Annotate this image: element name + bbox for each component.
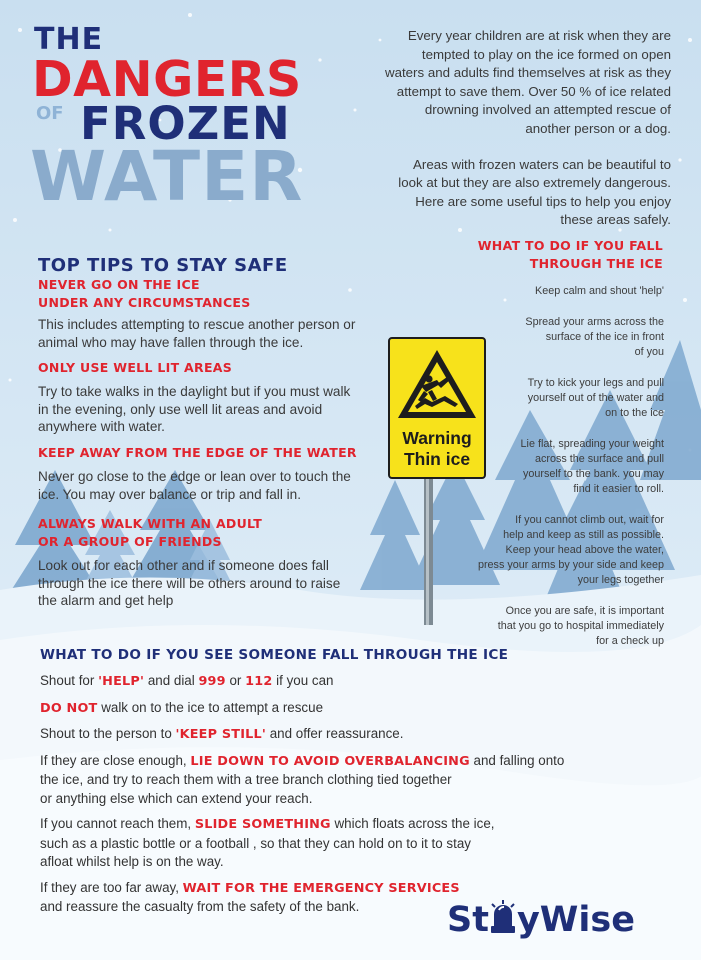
tip-2: ONLY USE WELL LIT AREAS Try to take walks in the daylight but if you must walk in the evening, only use well lit areas and avoid anywhere with water. [38,360,351,434]
title-water: WATER [30,137,304,217]
see-step-4: If they are close enough, LIE DOWN TO AVOID OVERBALANCING and falling onto the ice, and try to reach them with a tree branch clothing tied together or anything else which can extend your reach. [40,752,565,806]
intro-text [351,27,671,230]
top-tips-heading: TOP TIPS TO STAY SAFE [38,255,288,276]
intro-paragraph-2: Areas with frozen waters can be beautiful to look at but they are also extremely dangerous. Here are some useful tips to help you enjoy these areas safely. [398,156,671,228]
fall-step-4: Lie flat, spreading your weight across the surface and pull yourself to the bank. you may find it easier to roll. [520,438,664,495]
tip-3: KEEP AWAY FROM THE EDGE OF THE WATER Never go close to the edge or lean over to touch the ice. You may over balance or trip and fall in. [38,445,357,502]
see-someone-steps [40,672,600,917]
see-step-6: If they are too far away, WAIT FOR THE EMERGENCY SERVICES and reassure the casualty from the safety of the bank. [40,879,460,914]
title-dangers: DANGERS [32,51,302,108]
title-the: THE [34,22,104,57]
title-frozen: FROZEN [80,97,291,150]
tip-4: ALWAYS WALK WITH AN ADULT OR A GROUP OF FRIENDS Look out for each other and if someone does fall through the ice there will be others around to raise the alarm and get help [38,516,341,608]
fall-step-6: Once you are safe, it is important that you go to hospital immediately for a check up [497,605,664,647]
fall-step-5: If you cannot climb out, wait for help and keep as still as possible. Keep your head above the water, press your arms by your side and keep your legs together [477,514,664,586]
see-step-1: Shout for 'HELP' and dial 999 or 112 if you can [40,673,334,689]
see-someone-heading: WHAT TO DO IF YOU SEE SOMEONE FALL THROUGH THE ICE [40,647,509,663]
staywise-logo: St yWise [447,900,635,940]
fall-through-steps [434,284,664,649]
warning-sign-text: Warning Thin ice [402,428,472,469]
fall-step-2: Spread your arms across the surface of the ice in front of you [525,316,664,358]
tip-1: NEVER GO ON THE ICE UNDER ANY CIRCUMSTANCES This includes attempting to rescue another person or animal who may have fallen through the ice. [38,277,356,350]
see-step-3: Shout to the person to 'KEEP STILL' and offer reassurance. [40,726,404,742]
see-step-5: If you cannot reach them, SLIDE SOMETHING which floats across the ice, such as a plastic bottle or a football , so that they can hold on to it to stay afloat whilst help is on the way. [40,816,495,869]
siren-icon [489,898,517,932]
fall-through-heading: WHAT TO DO IF YOU FALL THROUGH THE ICE [477,238,663,271]
title-of: OF [36,103,64,124]
intro-paragraph-1: Every year children are at risk when they are tempted to play on the ice formed on open waters and adults find themselves at risk as they attempt to save them. Over 50 % of ice related drowning involved an attempted rescue of another person or a dog. [384,28,671,136]
fall-step-1: Keep calm and shout 'help' [535,285,664,297]
fall-step-3: Try to kick your legs and pull yourself out of the water and on to the ice [527,377,664,419]
see-step-2: DO NOT walk on to the ice to attempt a rescue [40,699,324,716]
